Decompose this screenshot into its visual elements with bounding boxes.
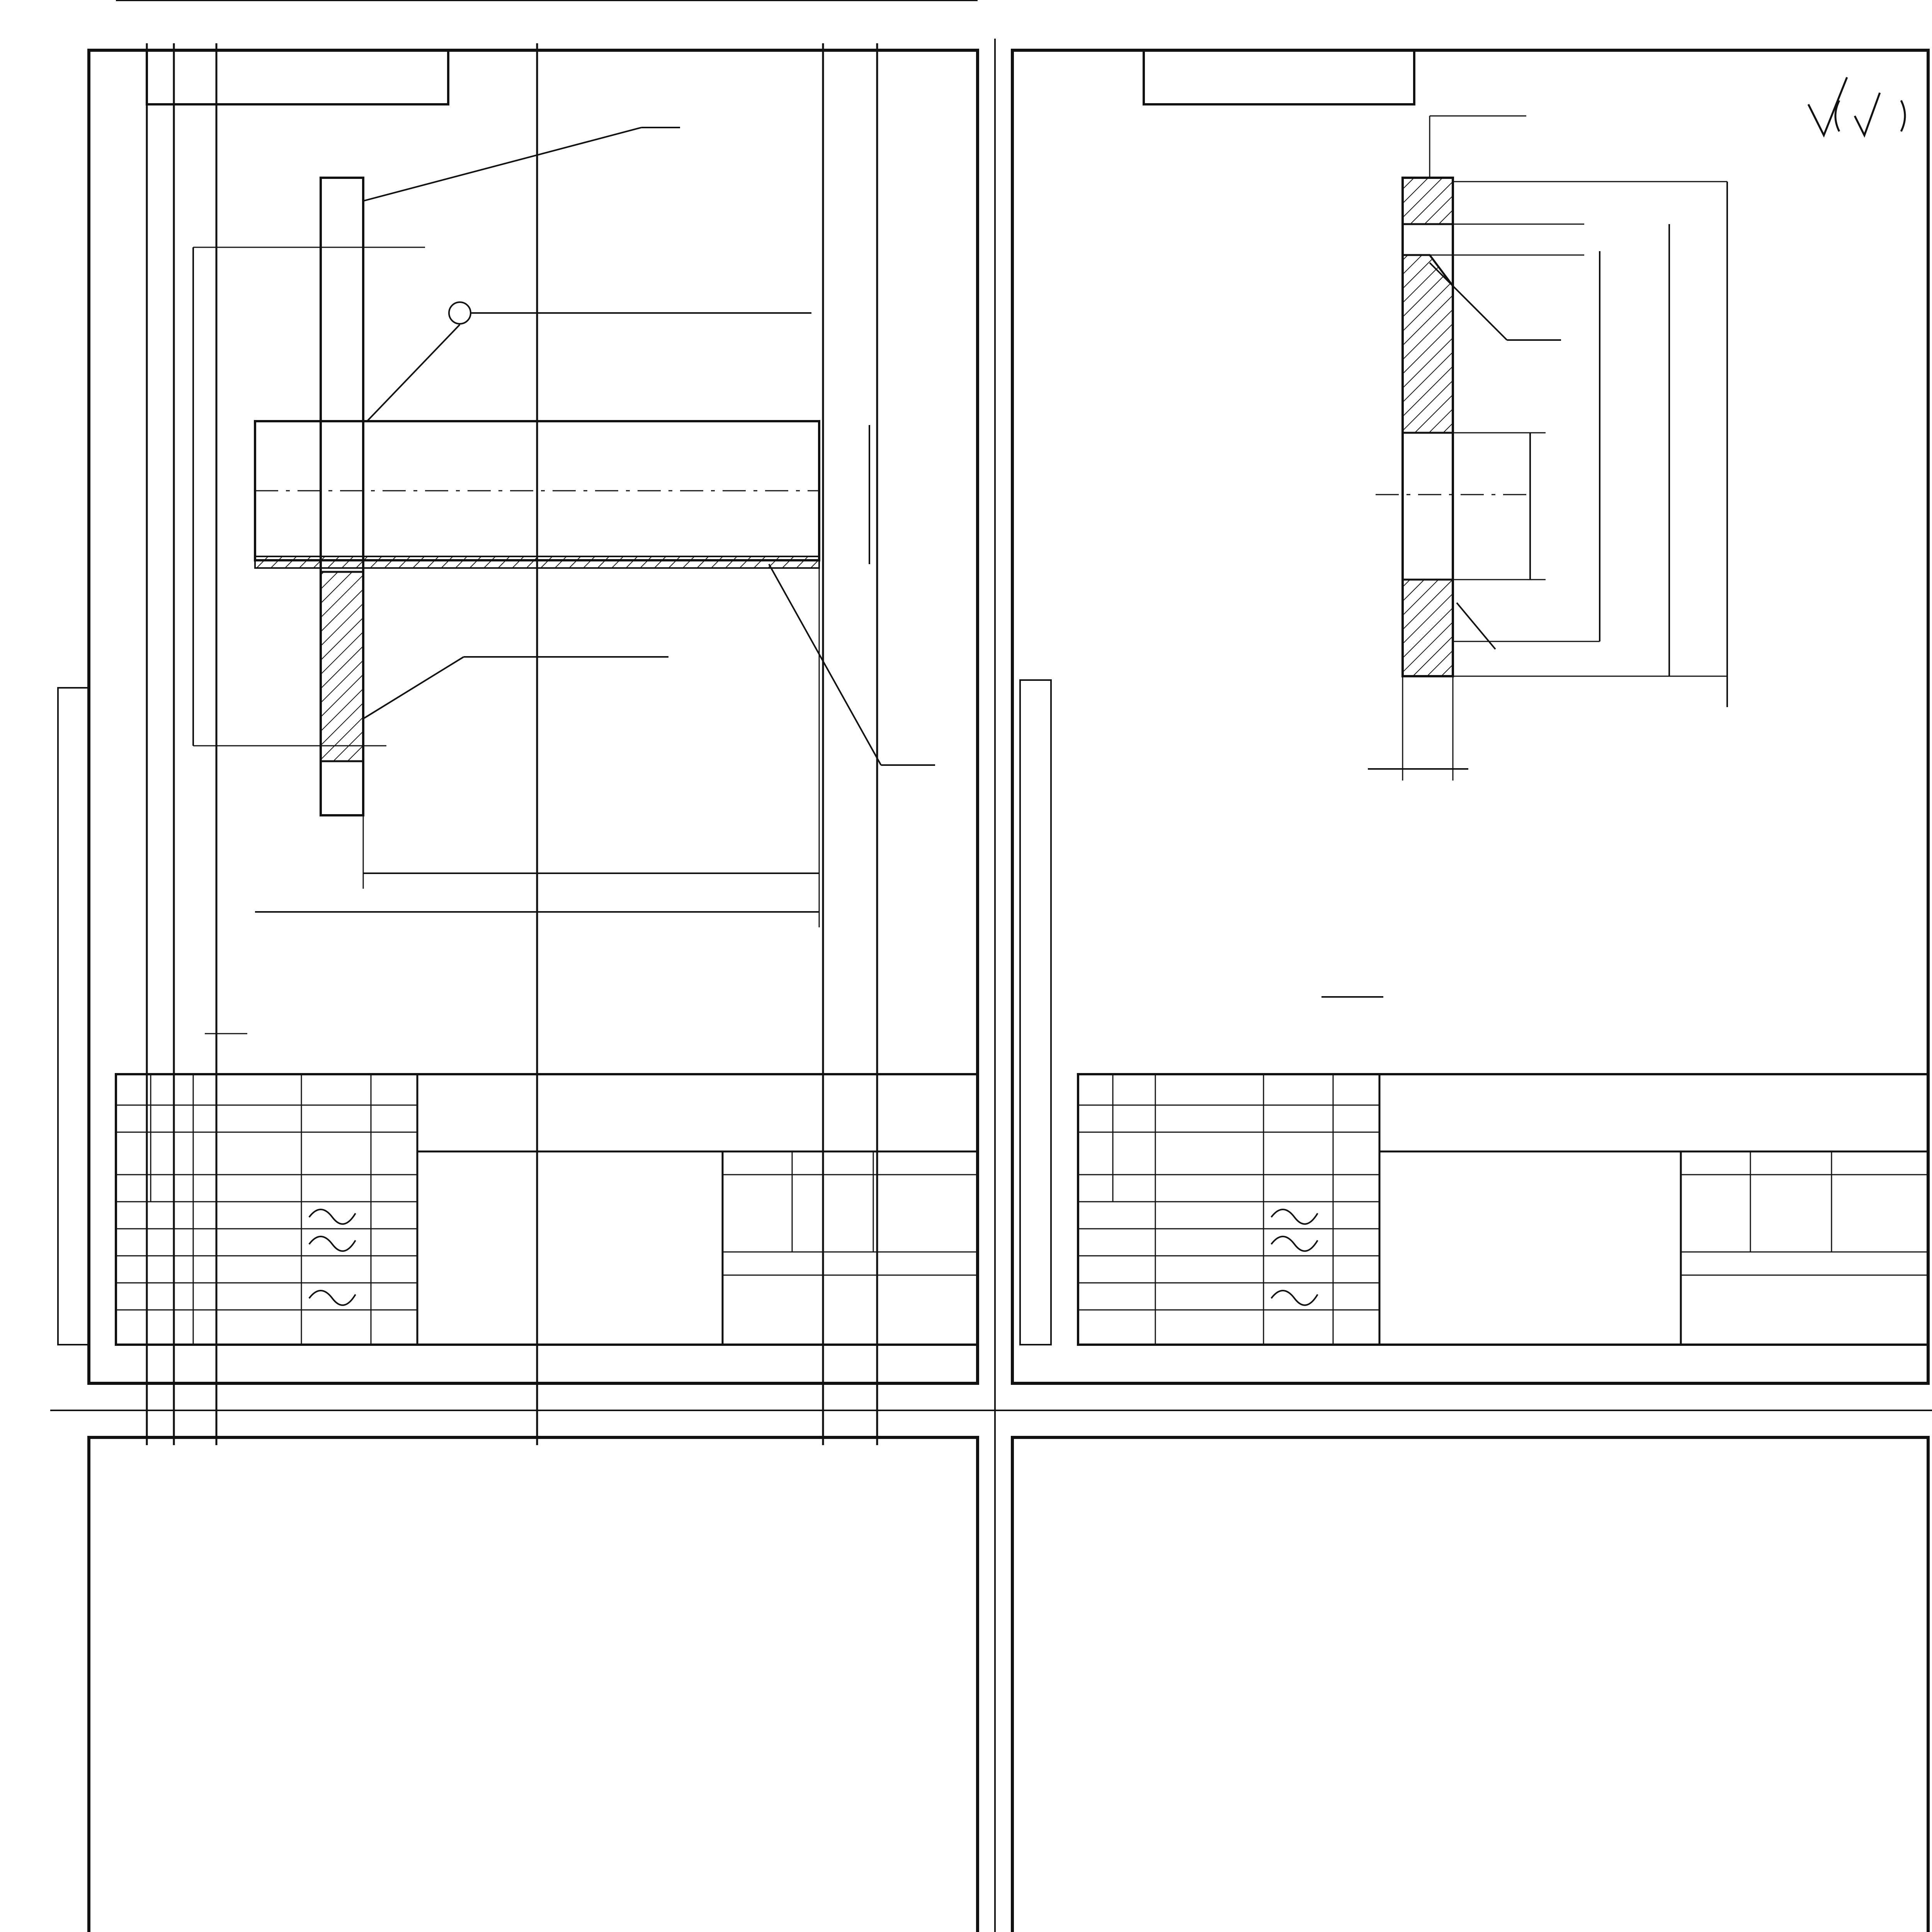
sheet1-margin-labels (58, 688, 89, 1345)
frame-sheet1 (89, 50, 978, 1383)
sheet2-flange-drawing (1020, 50, 1928, 1345)
quadrant-frames (50, 39, 1932, 1932)
sheet1-title-block (116, 1074, 978, 1345)
frame-sheet4 (1012, 1437, 1928, 1932)
sheet3-specification (58, 0, 978, 1932)
sheet1-pipe-drawing (58, 50, 978, 1345)
frame-sheet2 (1012, 50, 1928, 1383)
sheet2-margin-labels (1020, 680, 1051, 1345)
sheet2-title-block (1078, 1074, 1928, 1345)
frame-sheet3 (89, 1437, 978, 1932)
